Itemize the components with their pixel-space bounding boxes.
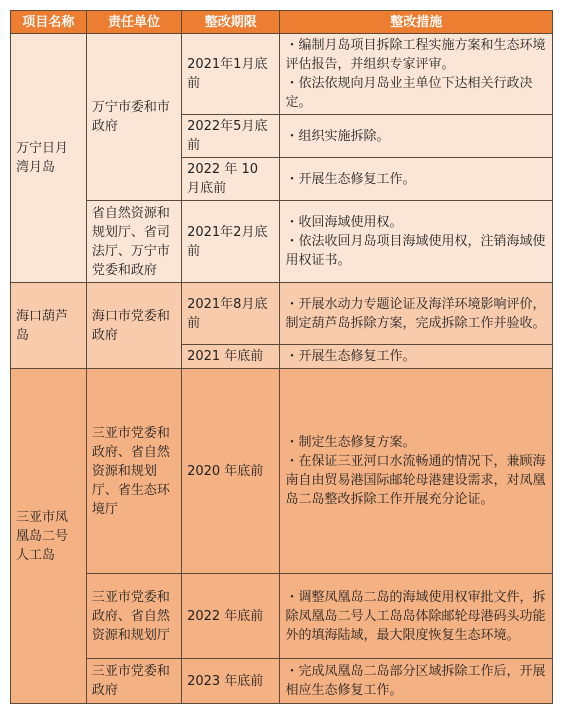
- unit-cell: 三亚市党委和政府、省自然资源和规划厅: [86, 574, 181, 659]
- header-deadline: 整改期限: [182, 11, 280, 34]
- measures-cell: ・组织实施拆除。: [280, 115, 553, 158]
- measures-cell: ・制定生态修复方案。 ・在保证三亚河口水流畅通的情况下，兼顾海南自由贸易港国际邮轮母港建设需求，对凤凰岛二岛整改拆除工作开展充分论证。: [280, 369, 553, 574]
- project-cell: 海口葫芦岛: [11, 283, 87, 369]
- header-row: [11, 11, 553, 34]
- table-row: [11, 283, 553, 345]
- measures-cell: ・开展水动力专题论证及海洋环境影响评价，制定葫芦岛拆除方案，完成拆除工作并验收。: [280, 283, 553, 345]
- deadline-cell: 2021年8月底前: [182, 283, 280, 345]
- header-measures: 整改措施: [280, 11, 553, 34]
- table-row: [11, 369, 553, 574]
- unit-cell: 万宁市委和市政府: [86, 34, 181, 201]
- deadline-cell: 2022年5月底前: [182, 115, 280, 158]
- deadline-cell: 2020 年底前: [182, 369, 280, 574]
- measures-cell: ・调整凤凰岛二岛的海域使用权审批文件，拆除凤凰岛二号人工岛岛体除邮轮母港码头功能外的填海陆域，最大限度恢复生态环境。: [280, 574, 553, 659]
- table-row: [11, 34, 553, 115]
- unit-cell: 三亚市党委和政府: [86, 659, 181, 704]
- header-unit: 责任单位: [86, 11, 181, 34]
- deadline-cell: 2021 年底前: [182, 345, 280, 369]
- deadline-cell: 2022 年底前: [182, 574, 280, 659]
- unit-cell: 三亚市党委和政府、省自然资源和规划厅、省生态环境厅: [86, 369, 181, 574]
- table-row: [11, 659, 553, 704]
- unit-cell: 省自然资源和规划厅、省司法厅、万宁市党委和政府: [86, 201, 181, 283]
- measures-cell: ・完成凤凰岛二岛部分区域拆除工作后，开展相应生态修复工作。: [280, 659, 553, 704]
- table-row: [11, 574, 553, 659]
- measures-cell: ・开展生态修复工作。: [280, 158, 553, 201]
- table-row: [11, 201, 553, 283]
- measures-cell: ・开展生态修复工作。: [280, 345, 553, 369]
- deadline-cell: 2021年2月底前: [182, 201, 280, 283]
- deadline-cell: 2021年1月底前: [182, 34, 280, 115]
- deadline-cell: 2023 年底前: [182, 659, 280, 704]
- unit-cell: 海口市党委和政府: [86, 283, 181, 369]
- measures-cell: ・编制月岛项目拆除工程实施方案和生态环境评估报告，并组织专家评审。 ・依法依规向月岛业主单位下达相关行政决定。: [280, 34, 553, 115]
- rectification-table: [10, 10, 553, 704]
- project-cell: 万宁日月湾月岛: [11, 34, 87, 283]
- header-project: 项目名称: [11, 11, 87, 34]
- project-cell: 三亚市凤凰岛二号人工岛: [11, 369, 87, 704]
- deadline-cell: 2022 年 10 月底前: [182, 158, 280, 201]
- measures-cell: ・收回海域使用权。 ・依法收回月岛项目海域使用权，注销海域使用权证书。: [280, 201, 553, 283]
